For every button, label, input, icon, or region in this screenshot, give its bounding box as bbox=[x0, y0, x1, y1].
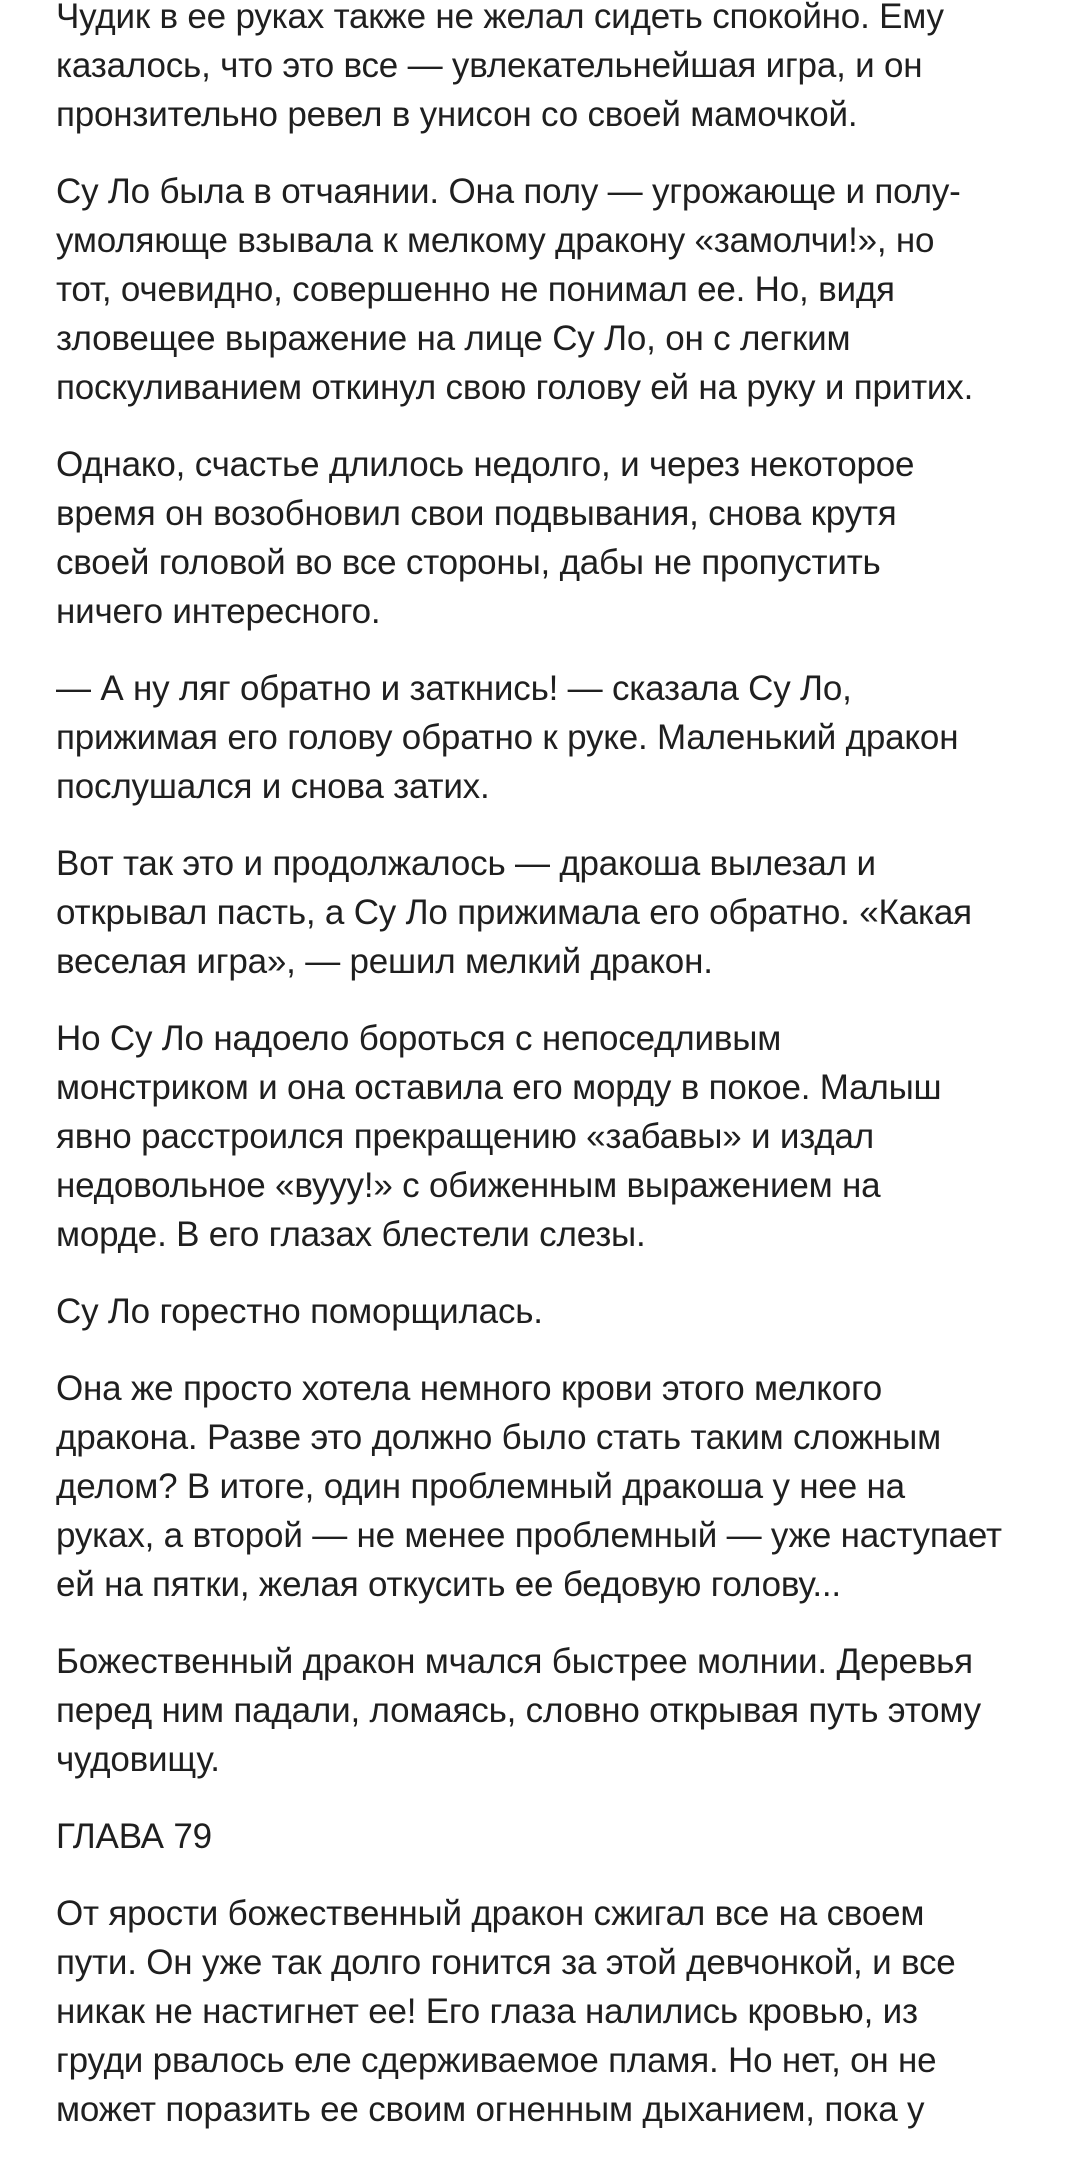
paragraph: Божественный дракон мчался быстрее молнии. Деревья перед ним падали, ломаясь, словно открывая путь этому чудовищу. bbox=[56, 1642, 981, 1779]
paragraph: Су Ло была в отчаянии. Она полу — угрожающе и полу- умоляюще взывала к мелкому дракону «замолчи!», но тот, очевидно, совершенно не понимал ее. Но, видя зловещее выражение на лице Су Ло, он с легким поскуливанием откинул свою голову ей на руку и притих. bbox=[56, 172, 974, 407]
paragraph: Су Ло горестно поморщилась. bbox=[56, 1292, 543, 1331]
paragraph: Однако, счастье длилось недолго, и через некоторое время он возобновил свои подвывания, снова крутя своей головой во все стороны, дабы не пропустить ничего интересного. bbox=[56, 445, 915, 631]
paragraph: Вот так это и продолжалось — дракоша вылезал и открывал пасть, а Су Ло прижимала его обратно. «Какая веселая игра», — решил мелкий дракон. bbox=[56, 844, 972, 981]
reader-content bbox=[56, 0, 1040, 2162]
paragraph: Чудик в ее руках также не желал сидеть спокойно. Ему казалось, что это все — увлекательнейшая игра, и он пронзительно ревел в унисон со своей мамочкой. bbox=[56, 0, 944, 134]
paragraph: Но Су Ло надоело бороться с непоседливым монстриком и она оставила его морду в покое. Малыш явно расстроился прекращению «забавы» и издал недовольное «вууу!» с обиженным выражением на морде. В его глазах блестели слезы. bbox=[56, 1019, 942, 1254]
paragraph: От ярости божественный дракон сжигал все на своем пути. Он уже так долго гонится за этой девчонкой, и все никак не настигнет ее! Его глаза налились кровью, из груди рвалось еле сдерживаемое пламя. Но нет, он не может поразить ее своим огненным дыханием, пока у bbox=[56, 1894, 956, 2129]
paragraph: Она же просто хотела немного крови этого мелкого дракона. Разве это должно было стать таким сложным делом? В итоге, один проблемный дракоша у нее на руках, а второй — не менее проблемный — уже наступает ей на пятки, желая откусить ее бедовую голову... bbox=[56, 1369, 1002, 1604]
chapter-heading: ГЛАВА 79 bbox=[56, 1817, 212, 1856]
paragraph: — А ну ляг обратно и заткнись! — сказала Су Ло, прижимая его голову обратно к руке. Маленький дракон послушался и снова затих. bbox=[56, 669, 959, 806]
